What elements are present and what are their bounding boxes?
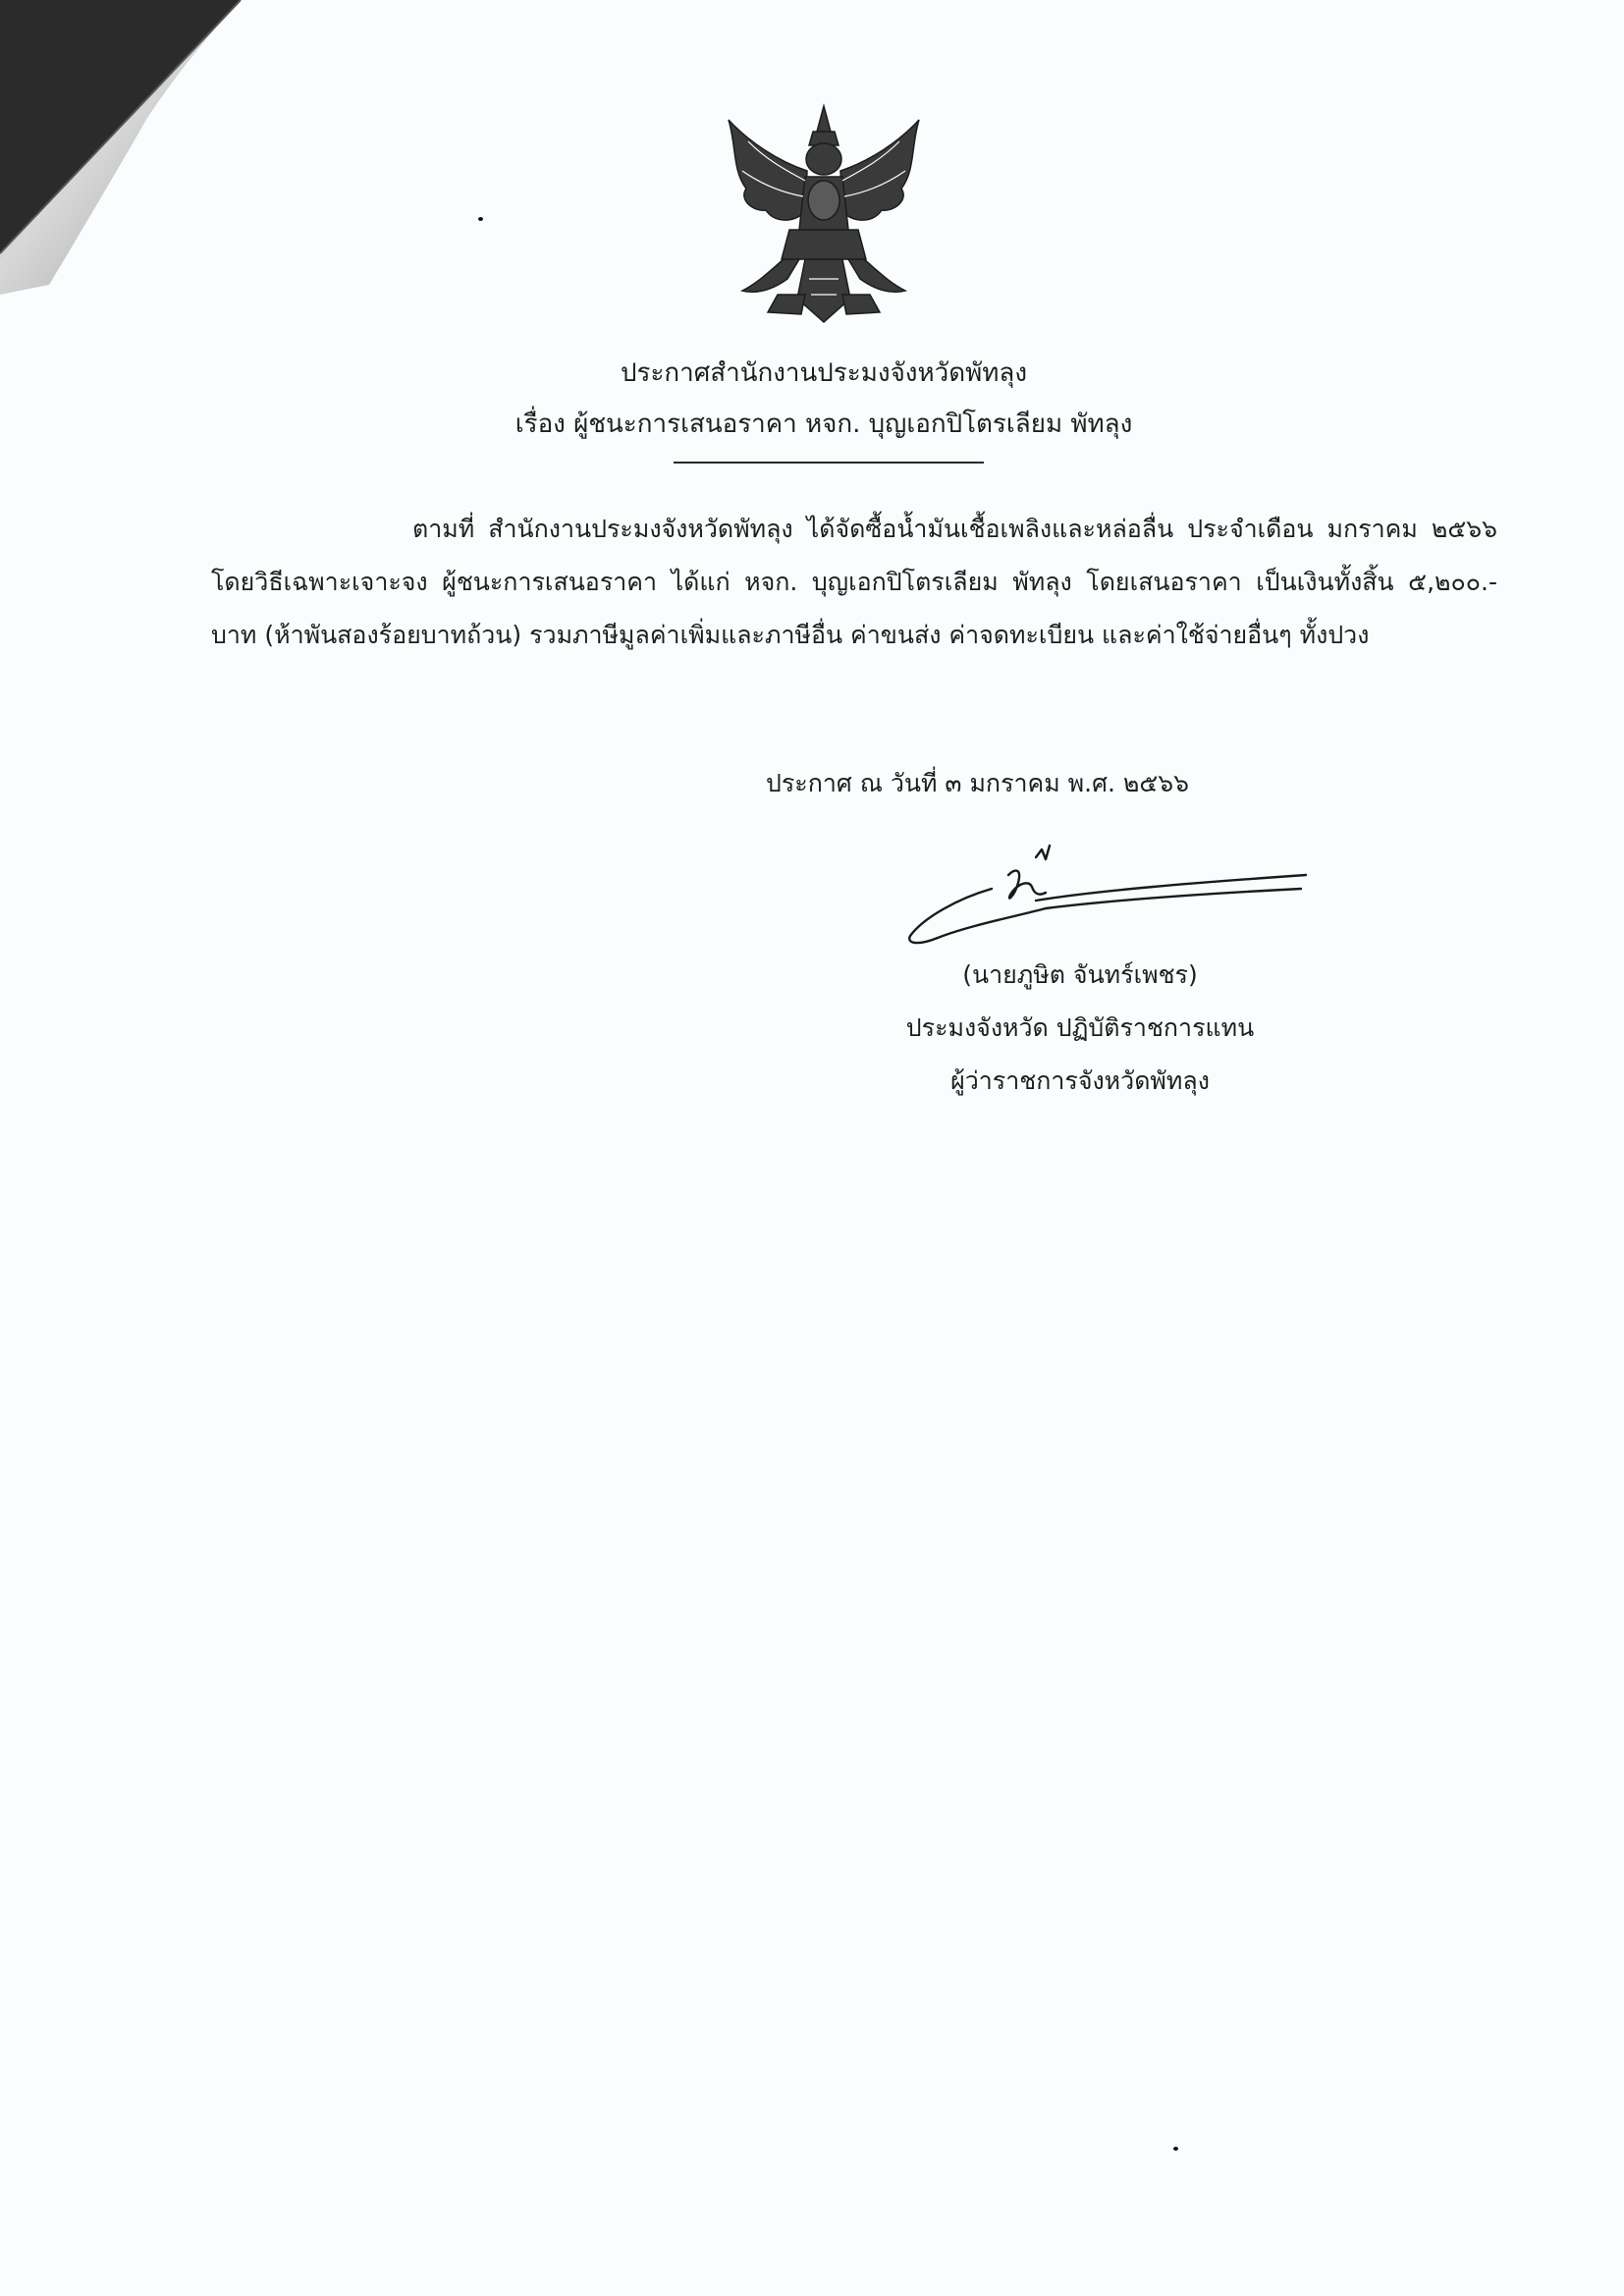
page-corner-fold [0,0,265,295]
body-paragraph: ตามที่ สำนักงานประมงจังหวัดพัทลุง ได้จัดซื้อน้ำมันเชื้อเพลิงและหล่อลื่น ประจำเดือน มกราคม ๒๕๖๖ โดยวิธีเฉพาะเจาะจง ผู้ชนะการเสนอราคา ได้แก่ หจก. บุญเอกปิโตรเลียม พัทลุง โดยเสนอราคา เป็นเงินทั้งสิ้น ๕,๒๐๐.- บาท (ห้าพันสองร้อยบาทถ้วน) รวมภาษีมูลค่าเพิ่มและภาษีอื่น ค่าขนส่ง ค่าจดทะเบียน และค่าใช้จ่ายอื่นๆ ทั้งปวง [211,515,1497,649]
announcement-date: ประกาศ ณ วันที่ ๓ มกราคม พ.ศ. ๒๕๖๖ [766,769,1190,797]
title-underline [674,462,984,464]
signer-acting-for: ผู้ว่าราชการจังหวัดพัทลุง [950,1066,1210,1095]
scan-speck [1173,2147,1178,2151]
body-paragraph-block [211,503,1497,662]
scan-speck [478,217,483,221]
garuda-emblem [719,102,929,326]
announcement-subject: เรื่อง ผู้ชนะการเสนอราคา หจก. บุญเอกปิโตรเลียม พัทลุง [514,410,1133,439]
announcement-title: ประกาศสำนักงานประมงจังหวัดพัทลุง [620,358,1028,388]
signer-name: (นายภูษิต จันทร์เพชร) [962,960,1198,989]
handwritten-signature [898,840,1311,957]
signer-position: ประมงจังหวัด ปฏิบัติราชการแทน [905,1013,1255,1042]
